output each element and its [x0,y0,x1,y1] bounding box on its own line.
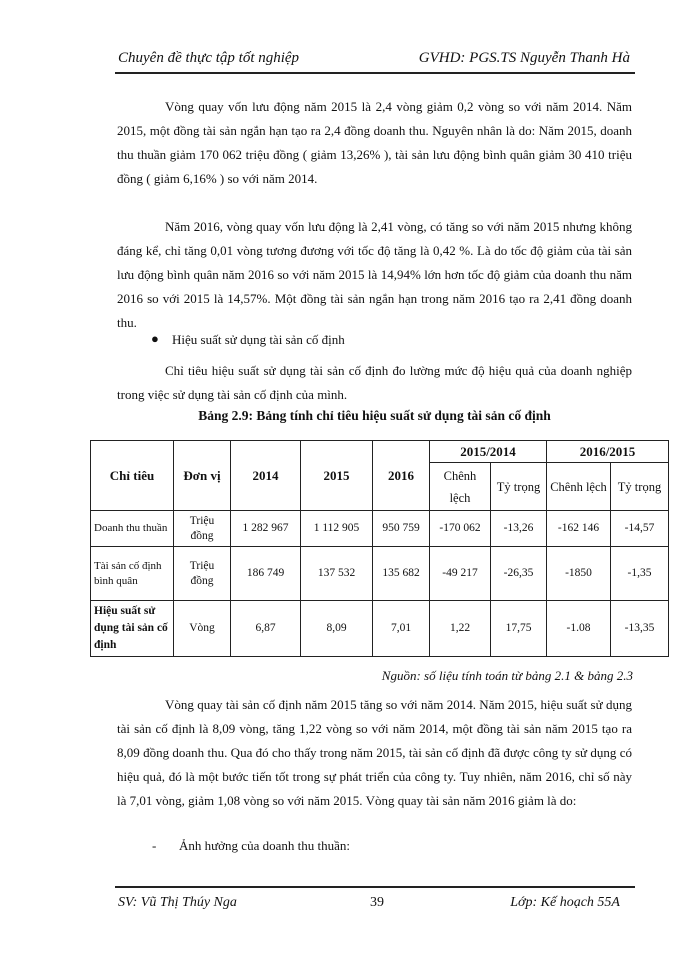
cell-diff-1: -170 062 [430,511,491,547]
table-row [91,547,669,601]
table-row [91,511,669,547]
cell-2014: 186 749 [231,547,301,601]
cell-diff-2: -1.08 [547,601,611,657]
cell-diff-1: -49 217 [430,547,491,601]
header-indicator: Chỉ tiêu [91,441,174,511]
footer-student: SV: Vũ Thị Thúy Nga [118,895,237,910]
row-label: Doanh thu thuần [91,511,174,547]
cell-diff-2: -162 146 [547,511,611,547]
table-caption: Bảng 2.9: Bảng tính chỉ tiêu hiệu suất sử dụng tài sản cố định [198,408,551,423]
row-unit: Triệu đồng [174,511,231,547]
header-2016-2015: 2016/2015 [547,441,669,463]
footer-class: Lớp: Kế hoạch 55A [510,895,620,910]
header-ratio-1: Tỷ trọng [491,463,547,511]
cell-ratio-1: 17,75 [491,601,547,657]
cell-ratio-2: -1,35 [611,547,669,601]
cell-2016: 7,01 [373,601,430,657]
cell-2015: 137 532 [301,547,373,601]
cell-2016: 135 682 [373,547,430,601]
page-footer [115,886,635,918]
header-2015-2014: 2015/2014 [430,441,547,463]
header-ratio-2: Tỷ trọng [611,463,669,511]
header-diff-2: Chênh lệch [547,463,611,511]
row-label: Tài sản cố định bình quân [91,547,174,601]
page-header [115,46,635,74]
header-2015: 2015 [301,441,373,511]
paragraph-3: Chỉ tiêu hiệu suất sử dụng tài sản cố định đo lường mức độ hiệu quả của doanh nghiệp trong việc sử dụng tài sản cố định của mình. [117,363,632,402]
page-number: 39 [370,895,384,910]
header-diff-1: Chênh lệch [430,463,491,511]
row-unit: Vòng [174,601,231,657]
cell-2015: 8,09 [301,601,373,657]
paragraph-4: Vòng quay tài sản cố định năm 2015 tăng so với năm 2014. Năm 2015, hiệu suất sử dụng tài sản cố định là 8,09 vòng, tăng 1,22 vòng so với năm 2014, một đồng tài sản năm 2015 tạo ra 8,09 đồng doanh thu. Qua đó cho thấy trong năm 2015, tài sản cố định đã được công ty sử dụng có hiệu quả, đó là một bước tiến tốt trong sự phát triển của công ty. Tuy nhiên, năm 2016, chỉ số này là 7,01 vòng, giảm 1,08 vòng so với năm 2015. Vòng quay tài sản năm 2016 giảm là do: [117,697,632,808]
cell-2014: 1 282 967 [231,511,301,547]
cell-2016: 950 759 [373,511,430,547]
cell-ratio-2: -14,57 [611,511,669,547]
header-title: Chuyên đề thực tập tốt nghiệp [118,50,300,66]
cell-diff-1: 1,22 [430,601,491,657]
cell-ratio-1: -13,26 [491,511,547,547]
header-2016: 2016 [373,441,430,511]
data-table [90,440,669,657]
row-unit: Triệu đồng [174,547,231,601]
cell-diff-2: -1850 [547,547,611,601]
cell-2015: 1 112 905 [301,511,373,547]
dash-item: Ảnh hưởng của doanh thu thuần: [179,838,350,853]
cell-2014: 6,87 [231,601,301,657]
bullet-dot-icon: ● [151,331,159,346]
header-2014: 2014 [231,441,301,511]
table-row [91,601,669,657]
cell-ratio-2: -13,35 [611,601,669,657]
row-label: Hiệu suất sử dụng tài sản cố định [91,601,174,657]
table-source: Nguồn: số liệu tính toán từ bảng 2.1 & bảng 2.3 [381,668,633,683]
cell-ratio-1: -26,35 [491,547,547,601]
paragraph-1: Vòng quay vốn lưu động năm 2015 là 2,4 vòng giảm 0,2 vòng so với năm 2014. Năm 2015, một đồng tài sản ngắn hạn tạo ra 2,4 đồng doanh thu. Nguyên nhân là do: Năm 2015, doanh thu thuần giảm 170 062 triệu đồng ( giảm 13,26% ), tài sản lưu động bình quân giảm 30 410 triệu đồng ( giảm 6,16% ) so với năm 2014. [117,99,632,186]
dash-marker: - [152,838,157,853]
header-supervisor: GVHD: PGS.TS Nguyễn Thanh Hà [418,50,630,66]
header-unit: Đơn vị [174,441,231,511]
bullet-heading: Hiệu suất sử dụng tài sản cố định [172,332,345,347]
paragraph-2: Năm 2016, vòng quay vốn lưu động là 2,41 vòng, có tăng so với năm 2015 nhưng không đáng kể, chỉ tăng 0,01 vòng tương đương với tốc độ tăng là 0,42 %. Là do tốc độ giảm của tài sản lưu động bình quân năm 2016 so với năm 2015 là 14,94% lớn hơn tốc độ giảm của doanh thu năm 2016 so với 2015 là 14,57%. Một đồng tài sản ngắn hạn trong năm 2016 tạo ra 2,41 đồng doanh thu. [117,219,632,330]
